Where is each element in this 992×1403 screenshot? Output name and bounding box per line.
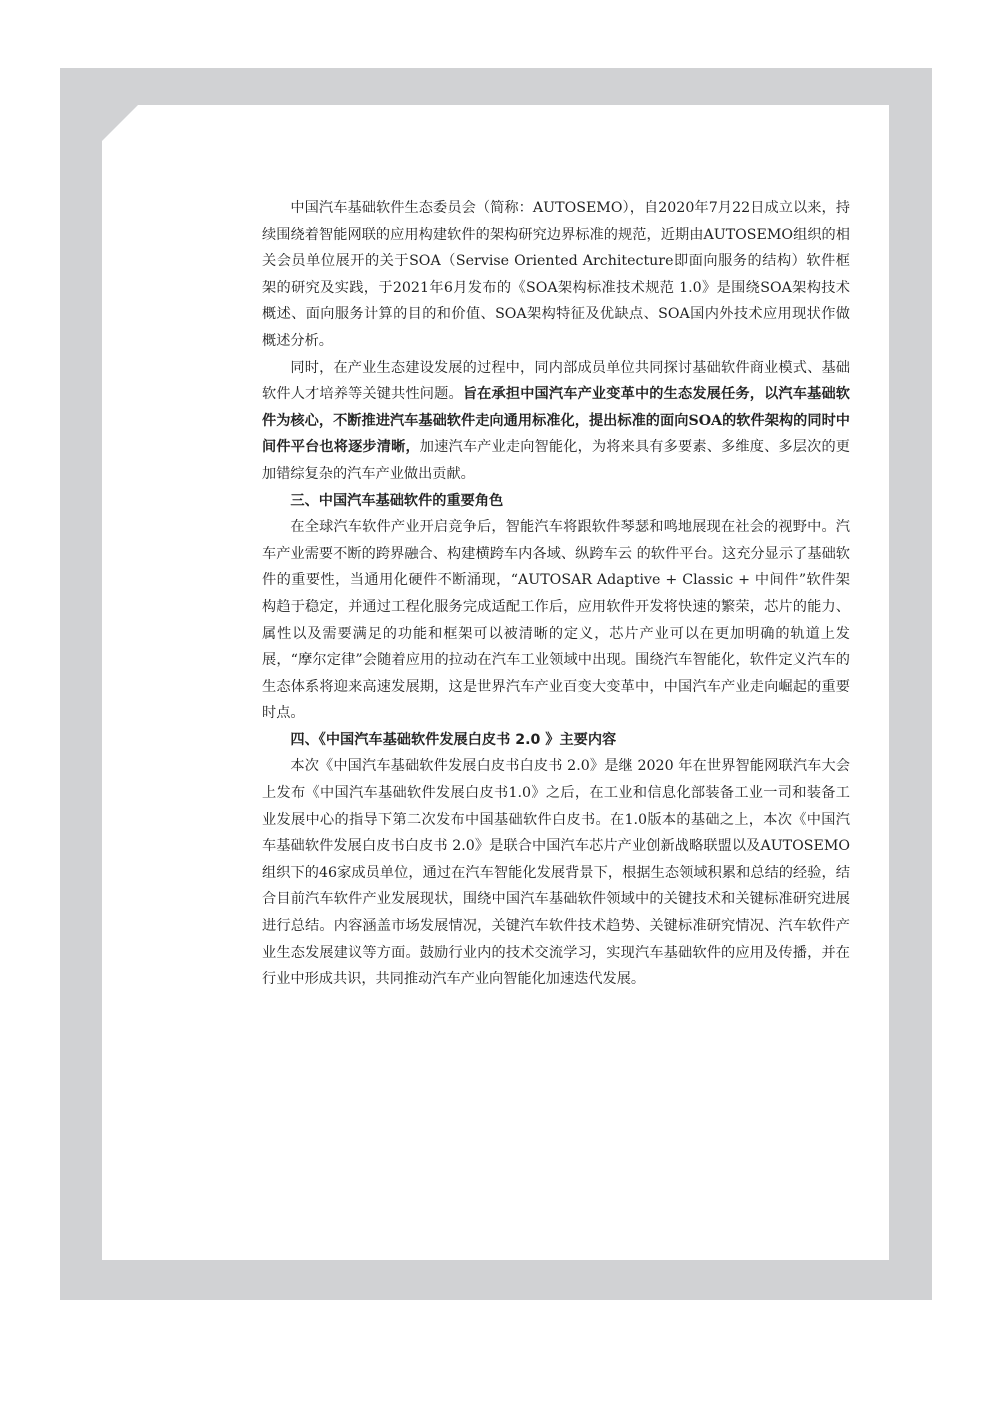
paragraph-ecosystem-end: 加速汽车产业走向智能化，为将来具有多要素、多维度、多层次的更加错综复杂的汽车产业做出贡献。 xyxy=(262,439,850,482)
document-body xyxy=(262,195,850,993)
section-heading-4: 四、《中国汽车基础软件发展白皮书 2.0 》主要内容 xyxy=(290,731,617,748)
paragraph-role: 在全球汽车软件产业开启竞争后，智能汽车将跟软件琴瑟和鸣地展现在社会的视野中。汽车产业需要不断的跨界融合、构建横跨车内各域、纵跨车云 的软件平台。这充分显示了基础软件的重要性，当通用化硬件不断涌现，“AUTOSAR Adaptive + Classic + 中间件”软件架构趋于稳定，并通过工程化服务完成适配工作后，应用软件开发将快速的繁荣，芯片的能力、属性以及需要满足的功能和框架可以被清晰的定义，芯片产业可以在更加明确的轨道上发展，“摩尔定律”会随着应用的拉动在汽车工业领域中出现。围绕汽车智能化，软件定义汽车的生态体系将迎来高速发展期，这是世界汽车产业百变大变革中，中国汽车产业走向崛起的重要时点。 xyxy=(262,519,850,722)
paragraph-ecosystem xyxy=(262,355,850,488)
paragraph-intro: 中国汽车基础软件生态委员会（简称：AUTOSEMO），自2020年7月22日成立以来，持续围绕着智能网联的应用构建软件的架构研究边界标准的规范，近期由AUTOSEMO组织的相关会员单位展开的关于SOA（Servise Oriented Architecture即面向服务的结构）软件框架的研究及实践，于2021年6月发布的《SOA架构标准技术规范 1.0》是围绕SOA架构技术概述、面向服务计算的目的和价值、SOA架构特征及优缺点、SOA国内外技术应用现状作做概述分析。 xyxy=(262,200,850,349)
paragraph-ecosystem-bold: 旨在承担中国汽车产业变革中的生态发展任务，以汽车基础软件为核心，不断推进汽车基础软件走向通用标准化，提出标准的面向SOA的软件架构的同时中间件平台也将逐步清晰， xyxy=(262,386,850,456)
section-heading-3: 三、中国汽车基础软件的重要角色 xyxy=(290,492,504,509)
paragraph-ecosystem-start: 同时，在产业生态建设发展的过程中，同内部成员单位共同探讨基础软件商业模式、基础软件人才培养等关键共性问题。 xyxy=(262,359,850,403)
paragraph-whitepaper: 本次《中国汽车基础软件发展白皮书白皮书 2.0》是继 2020 年在世界智能网联汽车大会上发布《中国汽车基础软件发展白皮书1.0》之后，在工业和信息化部装备工业一司和装备工业发展中心的指导下第二次发布中国基础软件白皮书。在1.0版本的基础之上，本次《中国汽车基础软件发展白皮书白皮书 2.0》是联合中国汽车芯片产业创新战略联盟以及AUTOSEMO 组织下的46家成员单位，通过在汽车智能化发展背景下，根据生态领域积累和总结的经验，结合目前汽车软件产业发展现状，围绕中国汽车基础软件领域中的关键技术和关键标准研究进展进行总结。内容涵盖市场发展情况，关键汽车软件技术趋势、关键标准研究情况、汽车软件产业生态发展建议等方面。鼓励行业内的技术交流学习，实现汽车基础软件的应用及传播，并在行业中形成共识，共同推动汽车产业向智能化加速迭代发展。 xyxy=(262,758,850,988)
